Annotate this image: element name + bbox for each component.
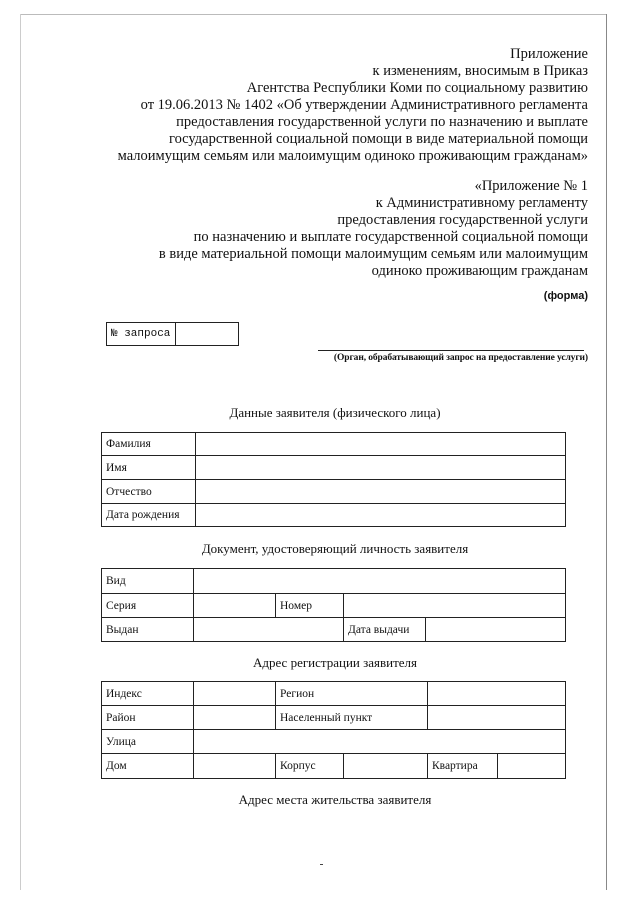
name-label: Имя (102, 456, 196, 480)
name-field[interactable] (196, 456, 566, 480)
applicant-section-title: Данные заявителя (физического лица) (229, 405, 441, 420)
document-series-field[interactable] (194, 594, 276, 618)
issue-date-field[interactable] (426, 618, 566, 642)
patronymic-field[interactable] (196, 480, 566, 504)
surname-label: Фамилия (102, 433, 196, 456)
locality-field[interactable] (428, 706, 566, 730)
organ-caption: (Орган, обрабатывающий запрос на предоставление услуги) (333, 353, 588, 363)
patronymic-label: Отчество (102, 480, 196, 504)
appendix-header-line: Агентства Республики Коми по социальному развитию (246, 80, 588, 96)
document-table (101, 568, 566, 642)
regulation-header-line: по назначению и выплате государственной социальной помощи (193, 229, 588, 245)
apartment-label: Квартира (428, 754, 498, 779)
page-border-right (606, 14, 607, 890)
document-number-label: Номер (276, 594, 344, 618)
appendix-header-line: Приложение (510, 46, 588, 62)
document-type-label: Вид (102, 569, 194, 594)
appendix-header-line: от 19.06.2013 № 1402 «Об утверждении Административного регламента (140, 97, 588, 113)
document-type-field[interactable] (194, 569, 566, 594)
document-series-label: Серия (102, 594, 194, 618)
appendix-header-line: малоимущим семьям или малоимущим одиноко проживающим гражданам» (117, 148, 588, 164)
region-field[interactable] (428, 682, 566, 706)
district-field[interactable] (194, 706, 276, 730)
request-number-box (106, 322, 239, 346)
house-field[interactable] (194, 754, 276, 779)
regulation-header (159, 178, 588, 280)
residence-section-title: Адрес места жительства заявителя (238, 792, 432, 807)
region-label: Регион (276, 682, 428, 706)
regulation-header-line: в виде материальной помощи малоимущим семьям или малоимущим (158, 246, 588, 262)
birth-date-label: Дата рождения (102, 504, 196, 527)
regulation-header-line: к Административному регламенту (375, 195, 588, 211)
form-label: (форма) (543, 290, 588, 302)
street-field[interactable] (194, 730, 566, 754)
locality-label: Населенный пункт (276, 706, 428, 730)
appendix-header (118, 46, 588, 165)
appendix-header-line: государственной социальной помощи в виде материальной помощи (168, 131, 588, 147)
issued-by-field[interactable] (194, 618, 344, 642)
appendix-header-line: предоставления государственной услуги по назначению и выплате (176, 114, 588, 130)
district-label: Район (102, 706, 194, 730)
issue-date-label: Дата выдачи (344, 618, 426, 642)
apartment-field[interactable] (498, 754, 566, 779)
issued-by-label: Выдан (102, 618, 194, 642)
registration-table (101, 681, 566, 779)
building-field[interactable] (344, 754, 428, 779)
regulation-header-line: предоставления государственной услуги (337, 212, 588, 228)
house-label: Дом (102, 754, 194, 779)
index-field[interactable] (194, 682, 276, 706)
surname-field[interactable] (196, 433, 566, 456)
request-number-field[interactable] (176, 323, 239, 346)
index-label: Индекс (102, 682, 194, 706)
appendix-header-line: к изменениям, вносимым в Приказ (372, 63, 588, 79)
building-label: Корпус (276, 754, 344, 779)
birth-date-field[interactable] (196, 504, 566, 527)
regulation-header-line: одиноко проживающим гражданам (371, 263, 588, 279)
registration-section-title: Адрес регистрации заявителя (252, 655, 418, 670)
document-number-field[interactable] (344, 594, 566, 618)
page-border-left (20, 14, 21, 890)
applicant-table (101, 432, 566, 527)
street-label: Улица (102, 730, 194, 754)
scan-mark (320, 864, 323, 865)
document-section-title: Документ, удостоверяющий личность заявителя (201, 541, 469, 556)
regulation-header-line: «Приложение № 1 (474, 178, 588, 194)
request-number-label: № запроса (107, 323, 176, 346)
page-border-top (20, 14, 607, 15)
organ-signature-line[interactable] (318, 350, 584, 351)
